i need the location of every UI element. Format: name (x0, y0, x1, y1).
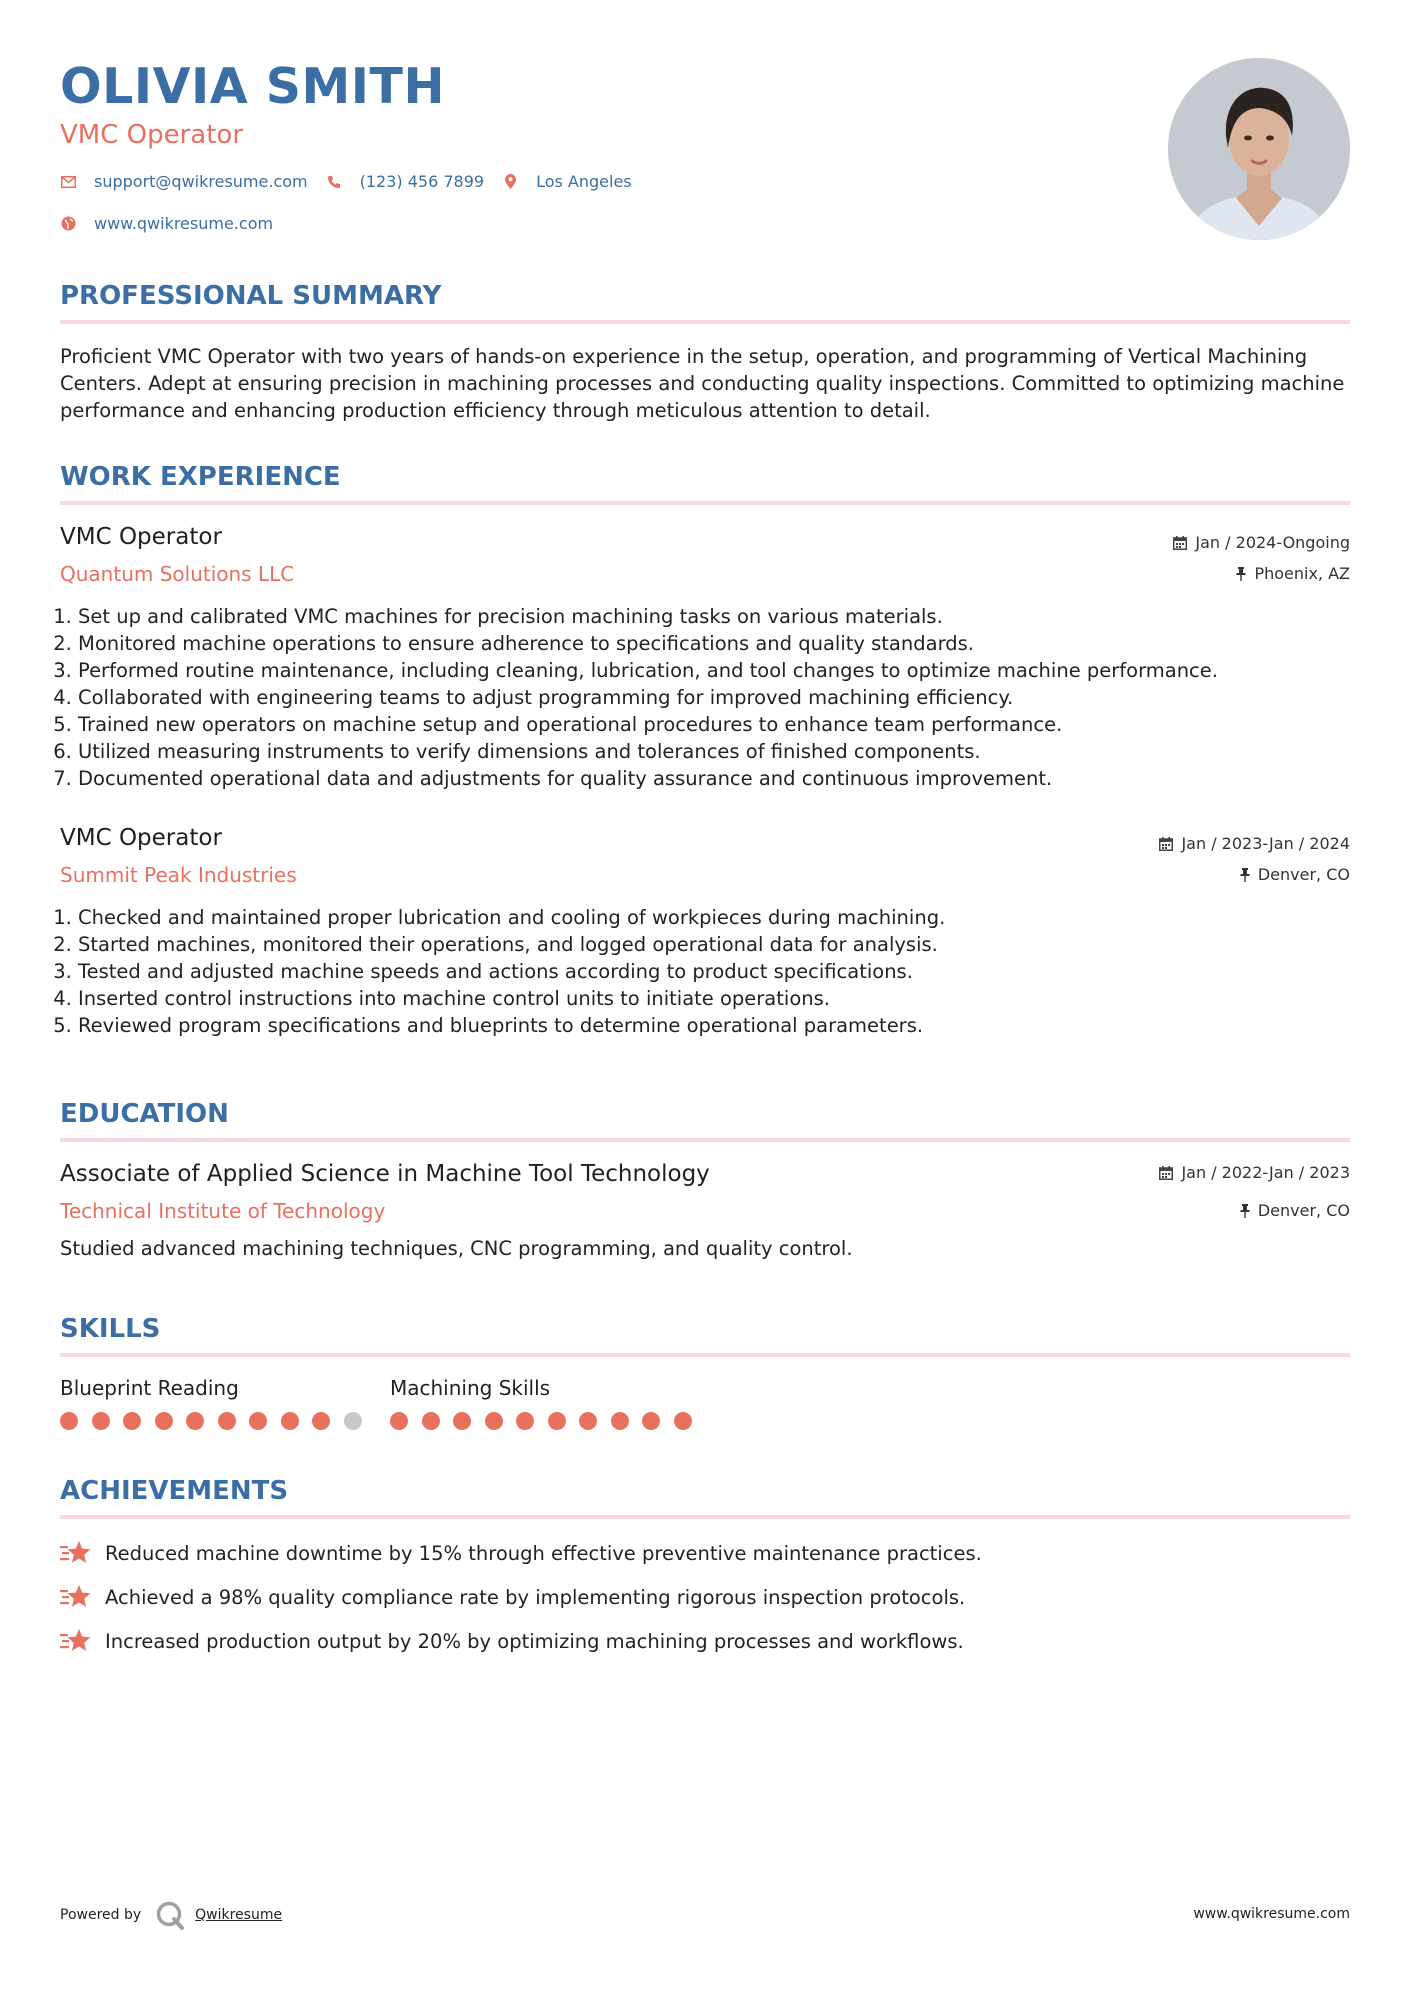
job-title: VMC Operator (60, 825, 222, 851)
job-dates-text: Jan / 2023-Jan / 2024 (1181, 834, 1350, 853)
envelope-icon (60, 174, 76, 190)
skill-machining-skills (390, 1376, 705, 1430)
education-dates-text: Jan / 2022-Jan / 2023 (1181, 1163, 1350, 1182)
job-bullets (60, 904, 1348, 1039)
website-link[interactable]: www.qwikresume.com (94, 214, 274, 233)
job-company: Quantum Solutions LLC (60, 562, 295, 586)
rating-dot-filled (579, 1412, 597, 1430)
pushpin-icon (1240, 868, 1250, 882)
section-divider (60, 501, 1350, 505)
education-school: Technical Institute of Technology (60, 1199, 386, 1223)
phone-text[interactable]: (123) 456 7899 (359, 172, 485, 191)
rating-dot-filled (92, 1412, 110, 1430)
section-title-summary: PROFESSIONAL SUMMARY (60, 281, 442, 311)
star-icon (60, 1628, 92, 1654)
list-item: 4. Collaborated with engineering teams to adjust programming for improved machining efficiency. (78, 684, 1348, 711)
list-item: 4. Inserted control instructions into machine control units to initiate operations. (78, 985, 1348, 1012)
summary-text: Proficient VMC Operator with two years of hands-on experience in the setup, operation, and programming of Vertical Machining Centers. Adept at ensuring precision in machining processes and conducting quality inspections. Committed to optimizing machine performance and enhancing production efficiency through meticulous attention to detail. (60, 345, 1345, 422)
achievement-item (60, 1628, 964, 1654)
skill-label: Machining Skills (390, 1376, 551, 1400)
rating-dot-filled (60, 1412, 78, 1430)
rating-dot-filled (485, 1412, 503, 1430)
pushpin-icon (1240, 1204, 1250, 1218)
skill-label: Blueprint Reading (60, 1376, 239, 1400)
calendar-icon (1159, 837, 1173, 851)
list-item: 1. Checked and maintained proper lubrication and cooling of workpieces during machining. (78, 904, 1348, 931)
achievement-item (60, 1540, 982, 1566)
section-title-education: EDUCATION (60, 1099, 229, 1129)
powered-by-label: Powered by (60, 1907, 142, 1923)
qwikresume-link[interactable]: Qwikresume (195, 1907, 283, 1923)
qwikresume-logo-icon (155, 1900, 185, 1930)
list-item: 5. Trained new operators on machine setup and operational procedures to enhance team performance. (78, 711, 1348, 738)
rating-dot-filled (611, 1412, 629, 1430)
list-item: 1. Set up and calibrated VMC machines for precision machining tasks on various materials. (78, 603, 1348, 630)
job-bullets (60, 603, 1348, 792)
rating-dot-filled (218, 1412, 236, 1430)
pushpin-icon (1236, 567, 1246, 581)
map-pin-icon (502, 174, 518, 190)
rating-dot-filled (453, 1412, 471, 1430)
rating-dot-filled (312, 1412, 330, 1430)
list-item: 2. Started machines, monitored their operations, and logged operational data for analysis. (78, 931, 1348, 958)
rating-dot-filled (281, 1412, 299, 1430)
calendar-icon (1159, 1166, 1173, 1180)
education-degree: Associate of Applied Science in Machine Tool Technology (60, 1161, 710, 1187)
section-divider (60, 1138, 1350, 1142)
section-divider (60, 320, 1350, 324)
footer-powered-by (60, 1900, 282, 1930)
section-divider (60, 1515, 1350, 1519)
contact-row (60, 172, 650, 191)
achievement-text: Increased production output by 20% by optimizing machining processes and workflows. (105, 1629, 964, 1653)
footer-website[interactable]: www.qwikresume.com (1193, 1906, 1350, 1922)
globe-icon (60, 216, 76, 232)
achievement-text: Achieved a 98% quality compliance rate by implementing rigorous inspection protocols. (105, 1585, 966, 1609)
location-text: Los Angeles (536, 172, 632, 191)
skill-blueprint-reading (60, 1376, 375, 1430)
list-item: 2. Monitored machine operations to ensure adherence to specifications and quality standards. (78, 630, 1348, 657)
star-icon (60, 1540, 92, 1566)
rating-dot-filled (516, 1412, 534, 1430)
job-dates (1159, 834, 1350, 853)
job-location-text: Denver, CO (1257, 865, 1350, 884)
job-location-text: Phoenix, AZ (1254, 564, 1350, 583)
job-dates (1173, 533, 1350, 552)
contact-row-2 (60, 214, 291, 233)
achievement-item (60, 1584, 965, 1610)
candidate-title: VMC Operator (60, 120, 244, 150)
rating-dot-filled (186, 1412, 204, 1430)
star-icon (60, 1584, 92, 1610)
job-dates-text: Jan / 2024-Ongoing (1195, 533, 1350, 552)
profile-photo (1168, 58, 1350, 240)
achievement-text: Reduced machine downtime by 15% through effective preventive maintenance practices. (105, 1541, 982, 1565)
rating-dot-filled (390, 1412, 408, 1430)
section-title-experience: WORK EXPERIENCE (60, 462, 341, 492)
education-description: Studied advanced machining techniques, CNC programming, and quality control. (60, 1237, 853, 1260)
rating-dot-filled (249, 1412, 267, 1430)
list-item: 3. Performed routine maintenance, including cleaning, lubrication, and tool changes to optimize machine performance. (78, 657, 1348, 684)
candidate-name: OLIVIA SMITH (60, 58, 445, 115)
education-location (1240, 1201, 1350, 1220)
section-divider (60, 1353, 1350, 1357)
rating-dot-filled (674, 1412, 692, 1430)
rating-dot-filled (422, 1412, 440, 1430)
job-location (1236, 564, 1350, 583)
email-link[interactable]: support@qwikresume.com (94, 172, 308, 191)
calendar-icon (1173, 536, 1187, 550)
list-item: 3. Tested and adjusted machine speeds and actions according to product specifications. (78, 958, 1348, 985)
rating-dot-filled (642, 1412, 660, 1430)
education-location-text: Denver, CO (1257, 1201, 1350, 1220)
job-title: VMC Operator (60, 524, 222, 550)
section-title-skills: SKILLS (60, 1314, 161, 1344)
skill-rating (60, 1412, 375, 1430)
list-item: 5. Reviewed program specifications and blueprints to determine operational parameters. (78, 1012, 1348, 1039)
rating-dot-empty (344, 1412, 362, 1430)
list-item: 6. Utilized measuring instruments to verify dimensions and tolerances of finished components. (78, 738, 1348, 765)
rating-dot-filled (548, 1412, 566, 1430)
section-title-achievements: ACHIEVEMENTS (60, 1476, 289, 1506)
skill-rating (390, 1412, 705, 1430)
list-item: 7. Documented operational data and adjustments for quality assurance and continuous improvement. (78, 765, 1348, 792)
phone-icon (326, 174, 342, 190)
job-company: Summit Peak Industries (60, 863, 297, 887)
job-location (1240, 865, 1350, 884)
rating-dot-filled (155, 1412, 173, 1430)
education-dates (1159, 1163, 1350, 1182)
rating-dot-filled (123, 1412, 141, 1430)
